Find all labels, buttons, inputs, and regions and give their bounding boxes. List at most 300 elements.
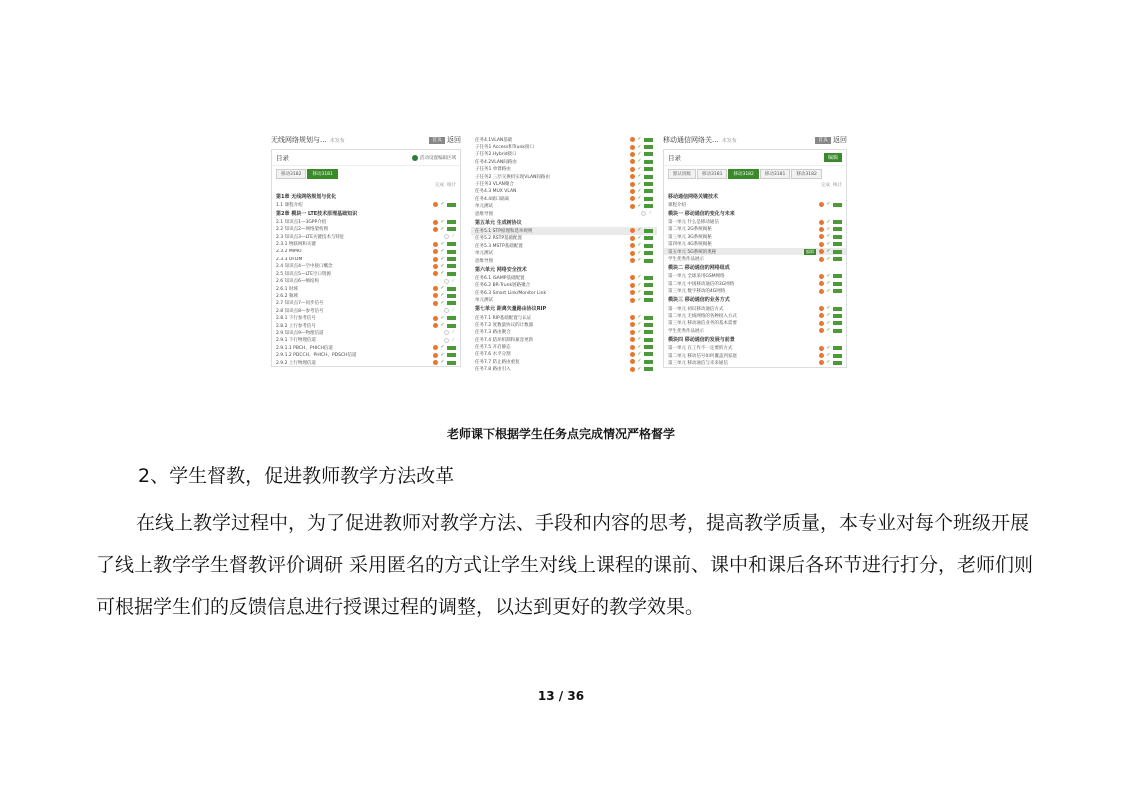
edit-button[interactable]: 编辑	[824, 153, 842, 162]
progress-bar-icon	[447, 301, 456, 305]
row-label: 模块四 移动通信的发展与前景	[668, 336, 735, 343]
body-paragraph	[96, 502, 1036, 628]
task-row[interactable]	[471, 282, 657, 289]
status-icons	[433, 360, 456, 365]
task-row[interactable]	[471, 249, 657, 256]
section-row[interactable]	[471, 304, 657, 314]
task-row[interactable]	[471, 235, 657, 242]
status-icons	[433, 202, 456, 207]
status-icons	[819, 227, 842, 232]
progress-bar-icon	[447, 227, 456, 231]
row-label: 2.7 知识点7—同步信号	[276, 301, 324, 307]
progress-bar-icon	[833, 307, 842, 311]
status-icons	[433, 293, 456, 298]
pending-icon	[433, 323, 438, 328]
pending-icon	[630, 258, 635, 263]
task-row[interactable]	[471, 166, 657, 173]
task-row[interactable]	[664, 226, 846, 233]
task-row[interactable]	[272, 292, 460, 299]
progress-bar-icon	[833, 227, 842, 231]
task-row[interactable]	[272, 248, 460, 255]
status-icons	[819, 353, 842, 358]
row-label: 单元测试	[475, 204, 493, 210]
row-label: 任务4.1VLAN基础	[475, 137, 513, 143]
row-label: 第三单元 移动通信与未来通信	[668, 360, 728, 366]
status-icons	[444, 279, 456, 284]
task-row[interactable]	[471, 366, 657, 373]
status-icons	[630, 251, 653, 256]
task-row[interactable]	[664, 201, 846, 208]
check-icon: ✓	[440, 299, 445, 306]
progress-bar-icon	[447, 316, 456, 320]
task-row[interactable]	[664, 288, 846, 295]
task-row[interactable]	[272, 337, 460, 344]
check-icon: ✓	[637, 257, 642, 264]
task-row[interactable]	[664, 327, 846, 334]
pending-icon	[630, 330, 635, 335]
check-icon: ✓	[451, 277, 456, 284]
row-label: 任务7.2 度数量协议的计数器	[475, 322, 534, 328]
status-icons	[630, 182, 653, 187]
empty-status-icon	[444, 308, 449, 313]
check-icon: ✓	[451, 329, 456, 336]
pending-icon	[630, 236, 635, 241]
row-label: 第五单元 5G系统的奥秘	[668, 249, 717, 255]
status-icons	[630, 137, 653, 142]
settings-icon[interactable]	[412, 155, 418, 161]
task-row[interactable]	[664, 255, 846, 262]
task-row[interactable]	[471, 321, 657, 328]
task-row[interactable]	[471, 314, 657, 321]
section-row[interactable]	[664, 263, 846, 273]
row-label: 第四单元 4G系统揭秘	[668, 242, 712, 248]
pending-icon	[433, 242, 438, 247]
col-complete: 完成	[435, 183, 444, 188]
status-icons	[433, 286, 456, 291]
task-row[interactable]	[664, 233, 846, 240]
check-icon: ✓	[451, 336, 456, 343]
row-label: 2.6.1 时域	[276, 286, 298, 292]
row-label: 移动通信网络关键技术	[668, 193, 719, 200]
pending-icon	[630, 145, 635, 150]
status-icons	[630, 243, 653, 248]
check-icon: ✓	[637, 336, 642, 343]
catalog-title: 目录	[668, 154, 681, 162]
status-icons	[819, 360, 842, 365]
pending-icon	[630, 315, 635, 320]
row-label: 任务7.1 RIP基础配置与认证	[475, 315, 532, 321]
row-label: 2.1 知识点1—3GPP介绍	[276, 220, 327, 226]
pending-icon	[630, 167, 635, 172]
pending-icon	[630, 352, 635, 357]
status-icons	[630, 330, 653, 335]
task-row[interactable]	[471, 336, 657, 343]
status-icons	[819, 306, 842, 311]
home-button[interactable]: 首页	[429, 137, 445, 144]
pending-icon	[433, 360, 438, 365]
catalog-header	[272, 150, 460, 166]
row-label: 2.3 知识点3—LTE关键技术与特征	[276, 234, 345, 240]
progress-bar-icon	[447, 242, 456, 246]
catalog-box	[271, 149, 461, 367]
check-icon: ✓	[637, 195, 642, 202]
check-icon: ✓	[440, 314, 445, 321]
progress-bar-icon	[644, 175, 653, 179]
progress-bar-icon	[447, 220, 456, 224]
status-icons	[630, 275, 653, 280]
task-row[interactable]	[471, 242, 657, 249]
class-tab[interactable]: 默认班级	[668, 169, 696, 179]
check-icon: ✓	[637, 227, 642, 234]
status-icons	[444, 234, 456, 239]
empty-status-icon	[444, 338, 449, 343]
progress-bar-icon	[833, 321, 842, 325]
task-row[interactable]	[272, 344, 460, 351]
progress-bar-icon	[833, 235, 842, 239]
status-icons	[433, 345, 456, 350]
task-row[interactable]	[664, 273, 846, 280]
task-row[interactable]	[471, 195, 657, 202]
check-icon: ✓	[637, 314, 642, 320]
status-icons	[819, 346, 842, 351]
row-label: 任务7.7 防止路由重复	[475, 359, 520, 365]
check-icon: ✓	[440, 262, 445, 269]
section-row[interactable]	[272, 208, 460, 218]
progress-bar-icon	[644, 291, 653, 295]
row-label: 2.9.1 下行物理信道	[276, 338, 316, 344]
pending-icon	[630, 359, 635, 364]
row-label: 子任务1 单臂路由	[475, 167, 511, 173]
task-row[interactable]	[664, 352, 846, 359]
class-tab[interactable]: 移动3181	[697, 169, 727, 179]
section-row[interactable]	[664, 191, 846, 201]
progress-bar-icon	[644, 236, 653, 240]
task-row[interactable]	[471, 210, 657, 217]
column-header	[272, 179, 460, 191]
task-row[interactable]	[471, 136, 657, 143]
pending-icon	[433, 345, 438, 350]
row-label: 2.9 知识点9—物理信道	[276, 330, 324, 336]
task-row[interactable]	[471, 151, 657, 158]
progress-bar-icon	[644, 360, 653, 364]
task-row[interactable]	[471, 351, 657, 358]
status-icons	[819, 313, 842, 318]
row-label: 2.6 知识点6—帧结构	[276, 279, 319, 285]
check-icon: ✓	[637, 180, 642, 187]
section-row[interactable]	[471, 264, 657, 274]
check-icon: ✓	[637, 343, 642, 350]
section-row[interactable]	[664, 295, 846, 305]
check-icon: ✓	[637, 202, 642, 209]
status-icons	[630, 315, 653, 320]
task-row[interactable]	[471, 257, 657, 264]
task-row[interactable]	[272, 201, 460, 208]
col-stats: 统计	[833, 183, 842, 188]
pending-icon	[819, 242, 824, 247]
check-icon: ✓	[637, 158, 642, 165]
status-icons	[819, 257, 842, 262]
row-label: 单元测试	[475, 251, 493, 257]
task-row[interactable]	[272, 218, 460, 225]
task-row[interactable]	[471, 227, 657, 234]
status-icons	[433, 242, 456, 247]
pending-icon	[433, 264, 438, 269]
pending-icon	[630, 367, 635, 372]
task-row[interactable]	[272, 285, 460, 292]
row-label: 2.9.1.1 PBCH、PHICH信道	[276, 345, 333, 351]
pending-icon	[819, 234, 824, 239]
row-label: 单元测试	[475, 298, 493, 304]
row-label: 思维导图	[475, 258, 493, 264]
pending-icon	[630, 159, 635, 164]
task-row[interactable]	[272, 226, 460, 233]
check-icon: ✓	[440, 322, 445, 329]
status-icons	[433, 353, 456, 358]
status-icons	[641, 211, 653, 216]
task-row[interactable]	[272, 307, 460, 314]
task-row[interactable]	[664, 344, 846, 351]
row-label: 子任务1 Access和Trunk接口	[475, 145, 534, 151]
task-row[interactable]	[272, 233, 460, 240]
screenshot-course-catalog-3	[660, 133, 850, 400]
check-icon: ✓	[637, 242, 642, 249]
check-icon: ✓	[826, 255, 831, 262]
task-row[interactable]	[272, 270, 460, 277]
progress-bar-icon	[447, 203, 456, 207]
row-label: 第三单元 移动通信业务的基本需要	[668, 321, 737, 327]
row-label: 任务6.1 iSAMP基础配置	[475, 275, 525, 281]
row-label: 第三单元 3G系统揭秘	[668, 234, 712, 240]
catalog-list	[272, 191, 460, 366]
progress-bar-icon	[644, 204, 653, 208]
status-icons	[433, 301, 456, 306]
row-label: 模块三 移动通信的业务方式	[668, 297, 730, 304]
progress-bar-icon	[833, 274, 842, 278]
check-icon: ✓	[637, 150, 642, 157]
task-row[interactable]	[272, 314, 460, 321]
check-icon: ✓	[440, 201, 445, 208]
pending-icon	[630, 137, 635, 142]
pending-icon	[819, 257, 824, 262]
progress-bar-icon	[447, 353, 456, 357]
task-row[interactable]	[272, 278, 460, 285]
empty-status-icon	[444, 279, 449, 284]
task-row[interactable]	[471, 289, 657, 296]
progress-bar-icon	[833, 250, 842, 254]
class-tab[interactable]: 移动3181	[307, 169, 337, 179]
pending-icon	[433, 316, 438, 321]
status-icons	[630, 337, 653, 342]
empty-status-icon	[444, 330, 449, 335]
row-label: 第五单元 生成树协议	[475, 219, 522, 226]
status-icons	[630, 145, 653, 150]
task-row[interactable]	[664, 359, 846, 366]
home-button[interactable]: 首页	[815, 137, 831, 144]
progress-bar-icon	[833, 354, 842, 358]
panel-title-bar	[268, 133, 464, 147]
task-row[interactable]	[664, 312, 846, 319]
class-tab[interactable]: 移动3182	[728, 169, 758, 179]
section-row[interactable]	[471, 217, 657, 227]
progress-bar-icon	[833, 257, 842, 261]
section-row[interactable]	[664, 208, 846, 218]
status-icons	[819, 249, 842, 254]
row-label: 任务7.8 路由引入	[475, 367, 511, 373]
progress-bar-icon	[644, 138, 653, 142]
row-label: 第二单元 无线网络的各种接入方式	[668, 313, 737, 319]
status-icons	[433, 316, 456, 321]
status-icons	[630, 283, 653, 288]
check-icon: ✓	[826, 272, 831, 279]
task-row[interactable]	[272, 329, 460, 336]
row-label: 2.8.2 上行参考信号	[276, 323, 316, 329]
row-label: 第一单元 在工作不一定要的方式	[668, 346, 733, 352]
check-icon: ✓	[826, 248, 831, 255]
status-icons	[433, 271, 456, 276]
pending-icon	[630, 189, 635, 194]
check-icon: ✓	[826, 359, 831, 366]
class-tab[interactable]: 移动3182	[276, 169, 306, 179]
empty-status-icon	[444, 234, 449, 239]
task-row[interactable]	[471, 188, 657, 195]
check-icon: ✓	[637, 289, 642, 296]
check-icon: ✓	[826, 319, 831, 326]
pending-icon	[630, 290, 635, 295]
task-row[interactable]	[471, 343, 657, 350]
task-row[interactable]	[664, 241, 846, 248]
row-label: 模块二 移动通信的网络组成	[668, 265, 730, 272]
check-icon: ✓	[637, 274, 642, 281]
check-icon: ✓	[637, 281, 642, 288]
task-row[interactable]	[272, 241, 460, 248]
progress-bar-icon	[644, 182, 653, 186]
pending-icon	[819, 227, 824, 232]
row-label: 2.4 知识点4—空中接口概念	[276, 264, 333, 270]
task-row[interactable]	[471, 358, 657, 365]
progress-bar-icon	[644, 330, 653, 334]
row-label: 任务5.2 RSTP基础配置	[475, 236, 523, 242]
check-icon: ✓	[637, 321, 642, 328]
section-row[interactable]	[272, 191, 460, 201]
row-label: 任务7.3 路由聚合	[475, 330, 511, 336]
catalog-box	[663, 149, 847, 368]
progress-bar-icon	[644, 316, 653, 320]
task-row[interactable]	[272, 300, 460, 307]
course-status: 未发布	[721, 137, 737, 144]
status-icons	[819, 202, 842, 207]
task-row[interactable]	[471, 329, 657, 336]
check-icon: ✓	[826, 352, 831, 359]
edit-tag[interactable]: 编辑	[806, 248, 814, 254]
back-link[interactable]: 返回	[833, 136, 847, 144]
class-tab[interactable]: 移动3182	[791, 169, 821, 179]
status-icons	[630, 228, 653, 233]
check-icon: ✓	[637, 234, 642, 241]
row-label: 第2章 模块一 LTE技术原理基础知识	[276, 210, 358, 217]
progress-bar-icon	[447, 324, 456, 328]
check-icon: ✓	[440, 351, 445, 358]
pending-icon	[630, 283, 635, 288]
pending-icon	[433, 293, 438, 298]
task-row[interactable]	[272, 322, 460, 329]
check-icon: ✓	[440, 225, 445, 232]
pending-icon	[630, 182, 635, 187]
task-row[interactable]	[664, 218, 846, 225]
task-row[interactable]	[471, 143, 657, 150]
pending-icon	[630, 228, 635, 233]
check-icon: ✓	[440, 240, 445, 247]
task-row[interactable]	[272, 359, 460, 366]
task-row[interactable]	[664, 305, 846, 312]
task-row[interactable]	[471, 203, 657, 210]
progress-bar-icon	[644, 189, 653, 193]
row-label: 任务6.2 BR-Trunk链路聚合	[475, 283, 531, 289]
check-icon: ✓	[826, 240, 831, 247]
row-label: 第二单元 移动信号如何覆盖到家庭	[668, 353, 737, 359]
row-label: 2.3.1 物联网和关键	[276, 242, 316, 248]
pending-icon	[433, 353, 438, 358]
progress-bar-icon	[644, 345, 653, 349]
row-label: 2.8.1 下行参考信号	[276, 316, 316, 322]
back-link[interactable]: 返回	[447, 136, 461, 144]
catalog-header	[664, 150, 846, 166]
section-row[interactable]	[664, 334, 846, 344]
row-label: 任务7.4 防环机制和兼容更新	[475, 337, 534, 343]
task-row[interactable]	[471, 158, 657, 165]
check-icon: ✓	[637, 350, 642, 357]
status-icons	[630, 152, 653, 157]
row-label: 2.6.2 频域	[276, 293, 298, 299]
task-row[interactable]	[471, 173, 657, 180]
progress-bar-icon	[644, 152, 653, 156]
task-row[interactable]	[664, 280, 846, 287]
figure-caption: 老师课下根据学生任务点完成情况严格督学	[446, 427, 675, 441]
row-label: 2.8 知识点8—参考信号	[276, 308, 324, 314]
column-header	[664, 179, 846, 191]
pending-icon	[433, 220, 438, 225]
task-row[interactable]	[471, 180, 657, 187]
task-row[interactable]	[272, 255, 460, 262]
row-label: 2.3.3 OFDM	[276, 256, 303, 262]
row-label: 子任务2 三层交换机实现VLAN间路由	[475, 174, 550, 180]
row-label: 子任务3 VLAN聚合	[475, 182, 514, 188]
progress-bar-icon	[447, 294, 456, 298]
pending-icon	[819, 313, 824, 318]
check-icon: ✓	[826, 201, 831, 208]
task-row[interactable]	[272, 351, 460, 358]
progress-bar-icon	[644, 323, 653, 327]
catalog-hint: 活动设置编辑区域	[420, 155, 456, 161]
class-tab[interactable]: 移动3181	[760, 169, 790, 179]
catalog-list	[471, 133, 657, 373]
status-icons	[630, 322, 653, 327]
pending-icon	[433, 249, 438, 254]
check-icon: ✓	[637, 296, 642, 303]
task-row[interactable]	[471, 274, 657, 281]
task-row[interactable]	[664, 320, 846, 327]
paragraph-text: 在线上教学过程中，为了促进教师对教学方法、手段和内容的思考，提高教学质量，本专业对每个班级开展了线上教学学生督教评价调研 采用匿名的方式让学生对线上课程的课前、课中和课后各环节进行打分，老师们则可根据学生们的反馈信息进行授课过程的调整，以达到更好的教学效果。	[96, 512, 1034, 618]
task-row[interactable]	[664, 248, 846, 255]
status-icons	[630, 204, 653, 209]
progress-bar-icon	[644, 229, 653, 233]
progress-bar-icon	[833, 203, 842, 207]
col-stats: 统计	[447, 183, 456, 188]
progress-bar-icon	[644, 283, 653, 287]
section-heading: 2、学生督教，促进教师教学方法改革	[138, 465, 455, 487]
pending-icon	[819, 289, 824, 294]
task-row[interactable]	[272, 263, 460, 270]
task-row[interactable]	[471, 296, 657, 303]
